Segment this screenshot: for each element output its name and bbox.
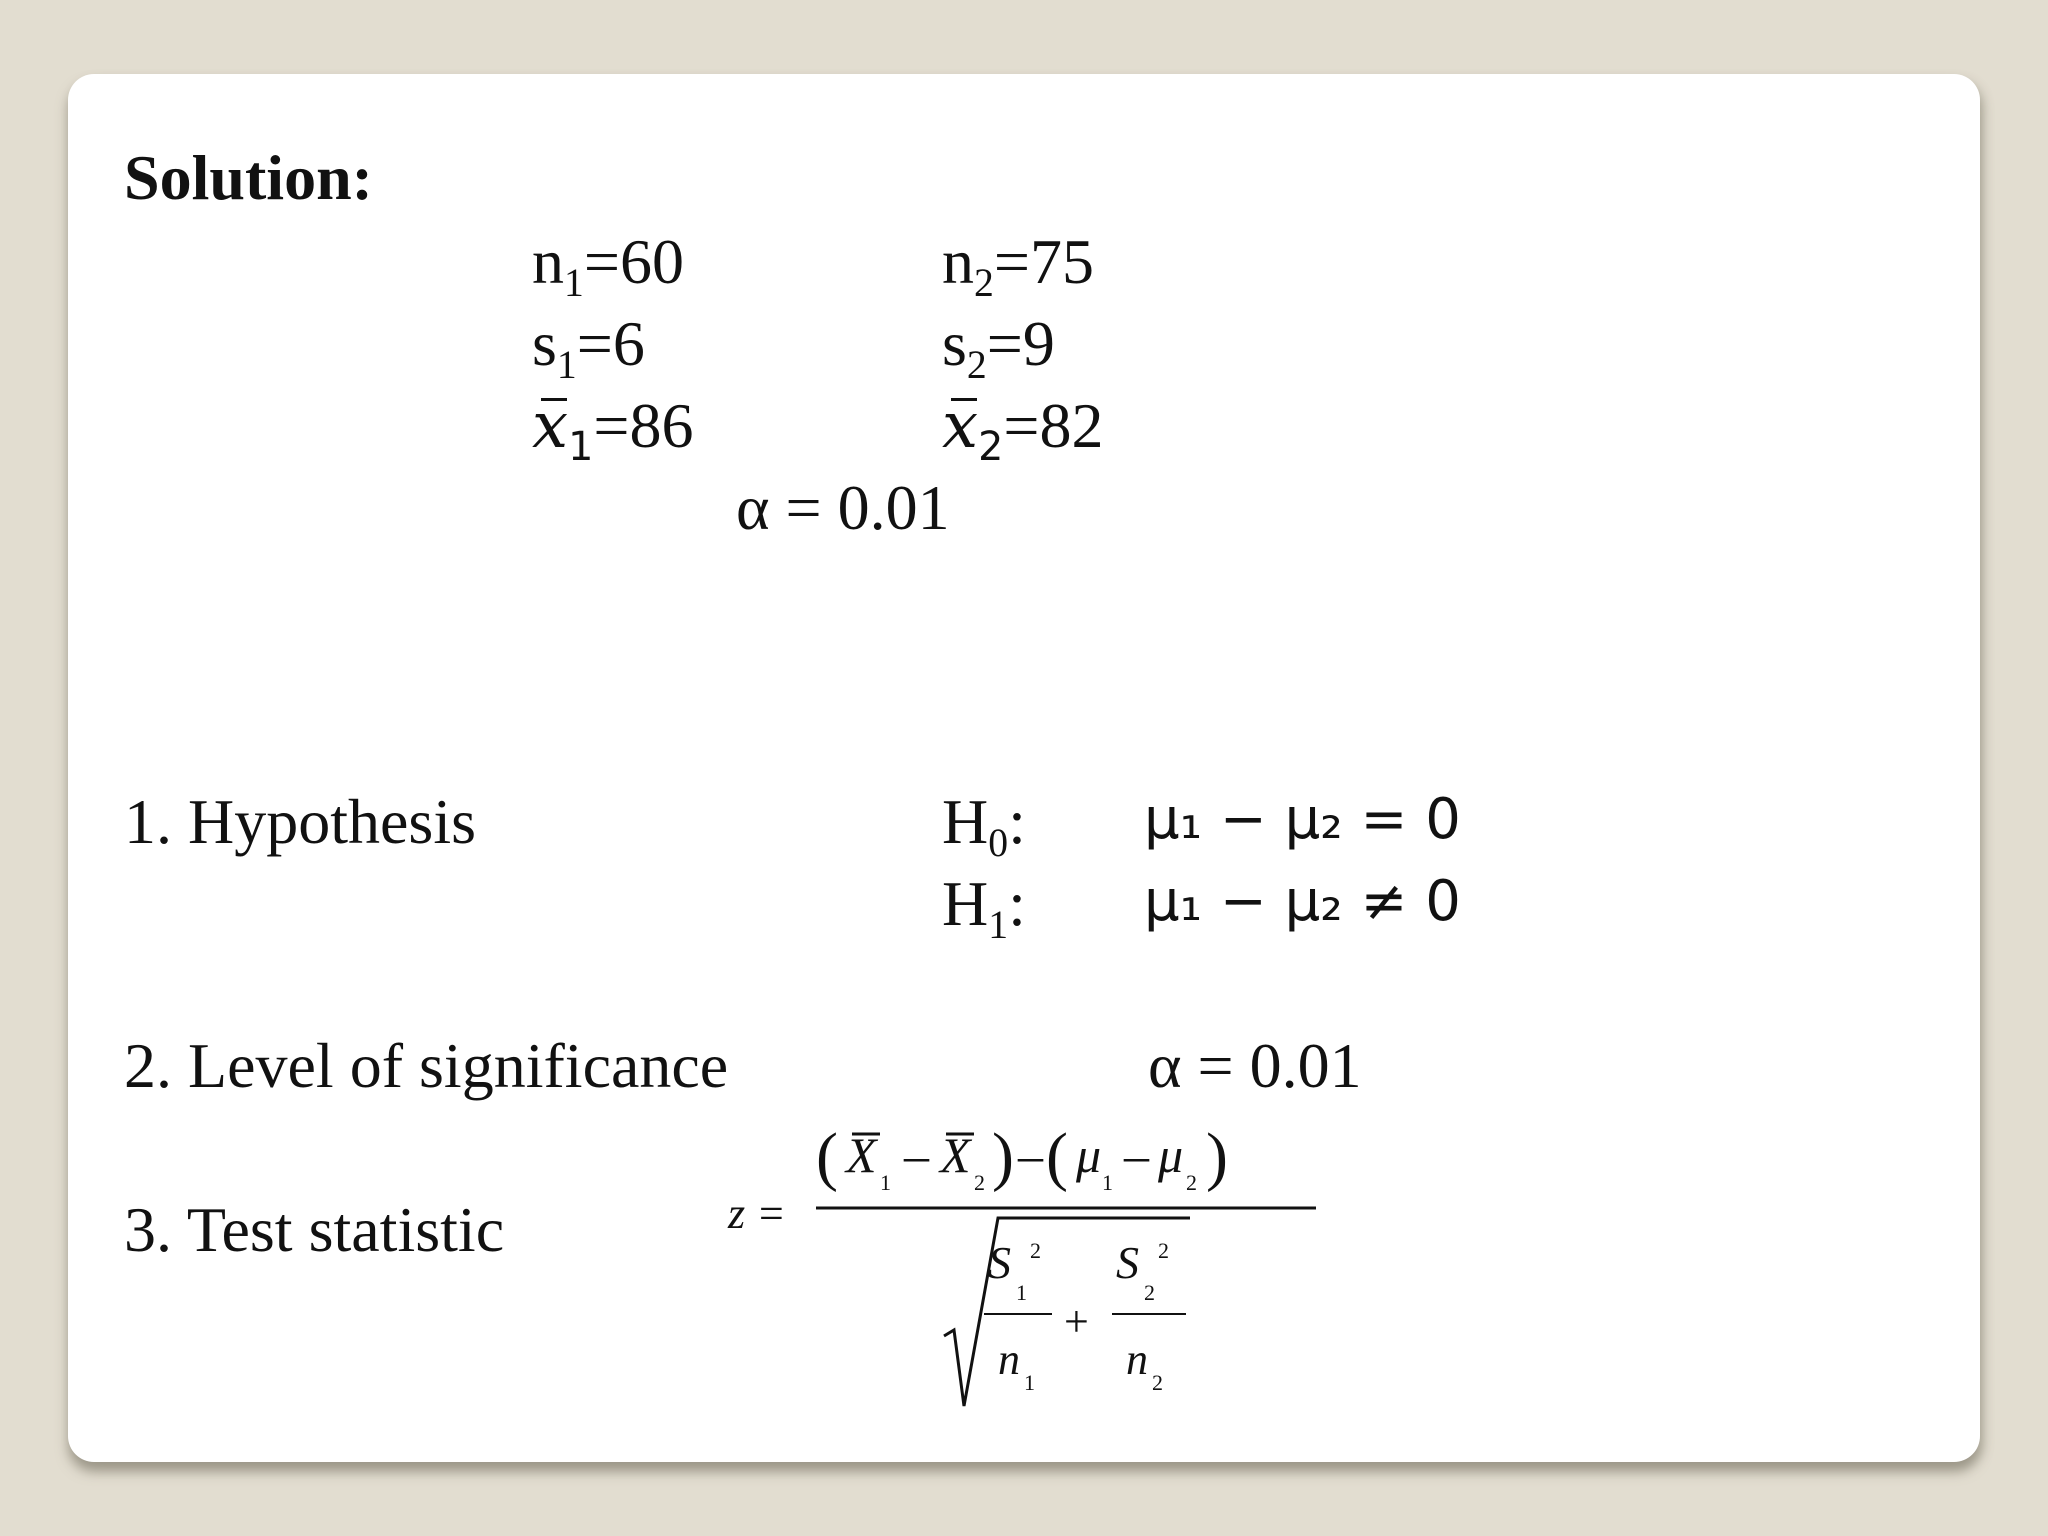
given-alpha: α = 0.01	[736, 472, 950, 543]
hypothesis-label: 1. Hypothesis	[124, 786, 476, 857]
den-s2-sub: 2	[1144, 1280, 1155, 1305]
test-statistic-label: 3. Test statistic	[124, 1194, 505, 1265]
formula-lhs: z =	[728, 1189, 786, 1238]
den-s2: S	[1116, 1237, 1139, 1288]
num-x2: X	[940, 1127, 971, 1183]
given-s1-var: s	[532, 308, 557, 379]
h0-expression: μ₁ − μ₂ = 0	[1144, 787, 1461, 852]
den-s1-sub: 1	[1016, 1280, 1027, 1305]
h1-sub: 1	[988, 903, 1009, 948]
h0-colon: :	[1008, 786, 1026, 857]
num-mu1-sub: 1	[1102, 1170, 1113, 1195]
significance-label: 2. Level of significance	[124, 1030, 729, 1101]
given-n2-value: =75	[993, 226, 1094, 297]
given-n2-sub: 2	[974, 261, 994, 306]
given-n2-var: n	[942, 226, 974, 297]
num-mu2-sub: 2	[1186, 1170, 1197, 1195]
num-minus-mid: –	[1018, 1127, 1043, 1183]
num-mu1: μ	[1076, 1127, 1102, 1183]
den-n1: n	[998, 1335, 1020, 1384]
num-close-paren-2: )	[1206, 1120, 1228, 1193]
given-s1-sub: 1	[556, 343, 577, 388]
given-n1-value: =60	[583, 226, 684, 297]
slide	[68, 74, 1980, 1462]
den-n2-sub: 2	[1152, 1370, 1163, 1395]
given-x1-var: x	[532, 389, 569, 463]
z-formula	[68, 74, 1980, 1462]
num-x1: X	[846, 1127, 877, 1183]
solution-heading: Solution:	[124, 142, 373, 213]
den-s1: S	[988, 1237, 1011, 1288]
num-minus-1: –	[904, 1127, 929, 1183]
given-s2-value: =9	[986, 308, 1055, 379]
given-x2-value: =82	[1003, 390, 1104, 461]
given-x1-value: =86	[593, 390, 694, 461]
num-close-paren-1: )	[992, 1120, 1014, 1193]
den-plus: +	[1064, 1297, 1089, 1346]
h0-var: H	[942, 786, 989, 857]
given-s2-var: s	[942, 308, 967, 379]
num-minus-2: –	[1124, 1127, 1149, 1183]
den-n2: n	[1126, 1335, 1148, 1384]
h0-sub: 0	[988, 821, 1009, 866]
given-x1-sub: 1	[568, 424, 594, 471]
h1-var: H	[942, 868, 989, 939]
h1-expression: μ₁ − μ₂ ≠ 0	[1144, 869, 1461, 934]
h1-colon: :	[1008, 868, 1026, 939]
given-s2-sub: 2	[966, 343, 987, 388]
num-x1-sub: 1	[880, 1170, 891, 1195]
given-s1-value: =6	[576, 308, 645, 379]
num-mu2: μ	[1158, 1127, 1184, 1183]
given-x2-var: x	[942, 389, 979, 463]
given-n1-sub: 1	[564, 261, 584, 306]
significance-value: α = 0.01	[1148, 1030, 1362, 1101]
given-n1-var: n	[532, 226, 564, 297]
den-s2-sup: 2	[1158, 1238, 1169, 1263]
den-s1-sup: 2	[1030, 1238, 1041, 1263]
den-n1-sub: 1	[1024, 1370, 1035, 1395]
given-x2-sub: 2	[978, 424, 1004, 471]
num-open-paren-2: (	[1046, 1120, 1068, 1193]
num-open-paren-1: (	[816, 1120, 838, 1193]
num-x2-sub: 2	[974, 1170, 985, 1195]
